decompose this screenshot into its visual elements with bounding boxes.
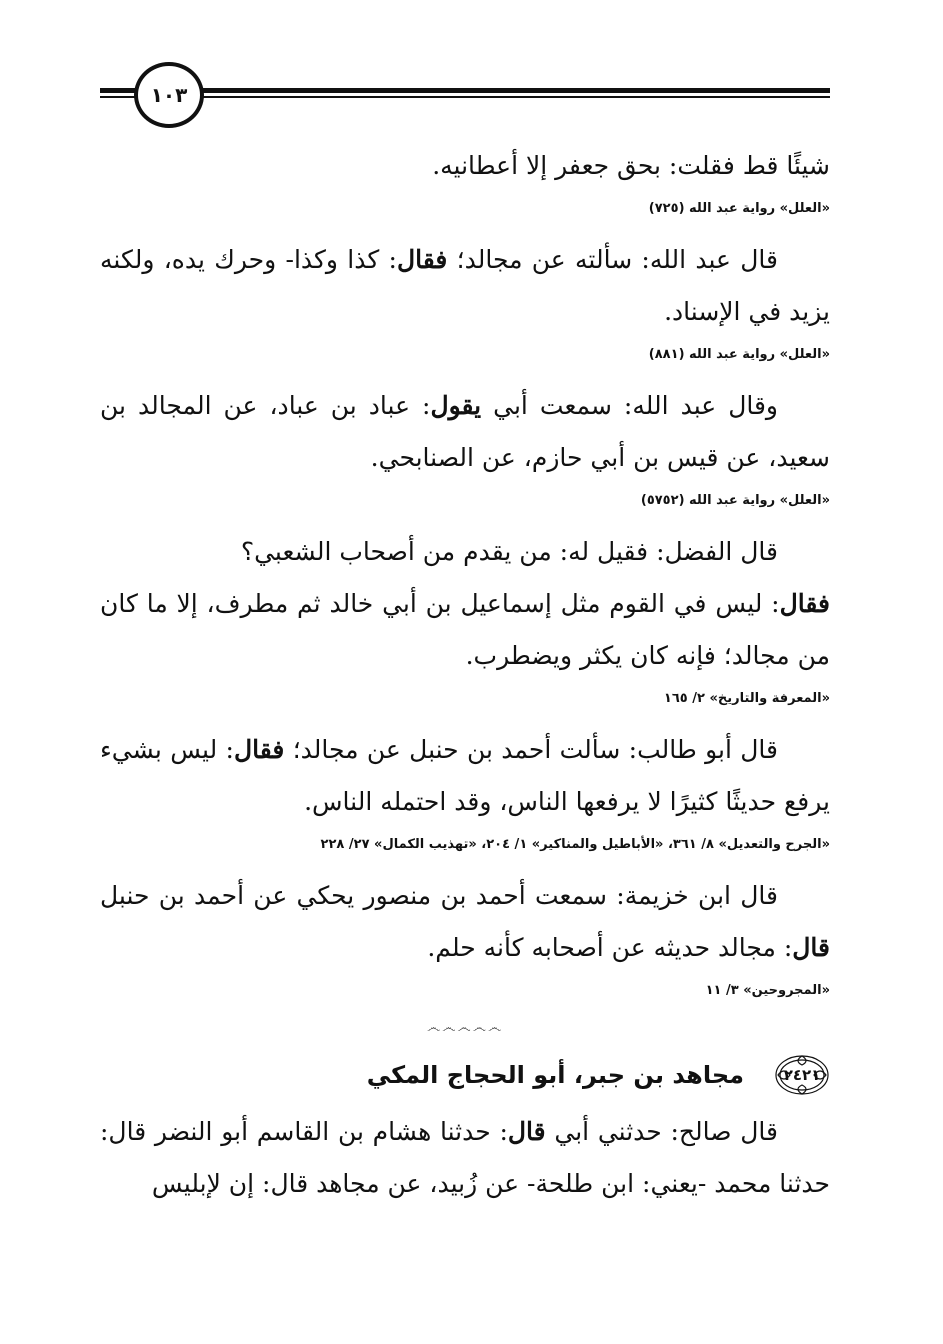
paragraph-text: : مجالد حديثه عن أصحابه كأنه حلم. <box>427 933 793 962</box>
paragraph-text: : ليس في القوم مثل إسماعيل بن أبي خالد ثم مطرف، إلا ما كان من مجالد؛ فإنه كان يكثر ويضطرب. <box>100 589 830 670</box>
paragraph <box>100 526 830 578</box>
entry-title: مجاهد بن جبر، أبو الحجاج المكي <box>366 1061 744 1089</box>
paragraph-text: شيئًا قط فقلت: بحق جعفر إلا أعطانيه. <box>432 151 830 180</box>
paragraph <box>100 140 830 192</box>
bold-keyword: فقال <box>779 589 830 618</box>
bold-keyword: فقال <box>396 245 448 274</box>
paragraph <box>100 380 830 484</box>
paragraph-text: قال ابن خزيمة: سمعت أحمد بن منصور يحكي عن أحمد بن حنبل <box>100 881 778 910</box>
paragraph-text: قال أبو طالب: سألت أحمد بن حنبل عن مجالد؛ <box>284 735 779 764</box>
source-citation: «العلل» رواية عبد الله (٨٨١) <box>648 347 830 362</box>
source-citation: «الجرح والتعديل» ٨/ ٣٦١، «الأباطيل والمناكير» ١/ ٢٠٤، «تهذيب الكمال» ٢٧/ ٢٢٨ <box>320 837 830 852</box>
paragraph-text: قال صالح: حدثني أبي <box>545 1117 778 1146</box>
paragraph <box>100 724 830 828</box>
paragraph <box>100 870 830 974</box>
page-number: ١٠٣ <box>134 62 204 128</box>
source-citation: «العلل» رواية عبد الله (٥٧٥٢) <box>640 493 830 508</box>
entry-number: ٢٤٢١ <box>783 1066 821 1084</box>
bold-keyword: فقال <box>233 735 285 764</box>
paragraph-text: : حدثنا هشام بن القاسم أبو النضر قال: حدثنا محمد -يعني: ابن طلحة- عن زُبيد، عن مجاهد قال: إن لإبليس <box>100 1117 830 1198</box>
bold-keyword: قال <box>507 1117 546 1146</box>
entry-heading <box>100 1050 830 1100</box>
bold-keyword: يقول <box>430 391 482 420</box>
paragraph-text: قال الفضل: فقيل له: من يقدم من أصحاب الشعبي؟ <box>240 537 778 566</box>
paragraph-text: : عباد بن عباد، عن المجالد بن سعيد، عن قيس بن أبي حازم، عن الصنابحي. <box>100 391 830 472</box>
paragraph <box>100 234 830 338</box>
source-citation: «المجروحين» ٣/ ١١ <box>705 983 830 998</box>
page-header <box>100 62 830 126</box>
paragraph-text: وقال عبد الله: سمعت أبي <box>481 391 778 420</box>
paragraph <box>100 1106 830 1210</box>
bold-keyword: قال <box>792 933 830 962</box>
source-citation: «المعرفة والتاريخ» ٢/ ١٦٥ <box>663 691 830 706</box>
source-citation: «العلل» رواية عبد الله (٧٢٥) <box>648 201 830 216</box>
paragraph-text: : ليس بشيء يرفع حديثًا كثيرًا لا يرفعها الناس، وقد احتمله الناس. <box>100 735 830 816</box>
header-rule-thin <box>180 96 830 98</box>
paragraph <box>100 578 830 682</box>
page-content <box>100 140 830 1210</box>
section-divider-ornament: ෴෴෴෴෴ <box>426 1020 504 1036</box>
header-rule-thick <box>180 88 830 93</box>
entry-number-badge <box>774 1053 830 1097</box>
paragraph-text: : كذا وكذا- وحرك يده، ولكنه يزيد في الإسناد. <box>100 245 830 326</box>
paragraph-text: قال عبد الله: سألته عن مجالد؛ <box>447 245 779 274</box>
